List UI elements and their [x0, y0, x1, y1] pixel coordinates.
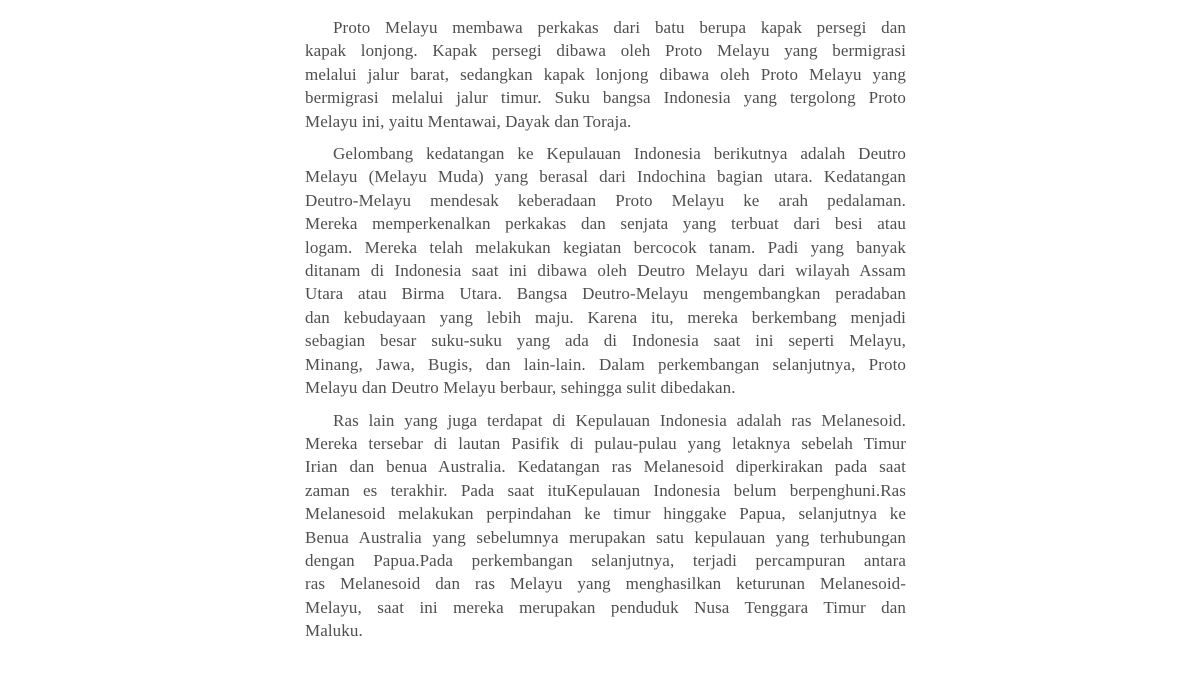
text-line: kapak lonjong. Kapak persegi dibawa oleh Proto Melayu yang bermigrasi [305, 41, 906, 61]
paragraph-proto-melayu [305, 16, 906, 133]
text-line: Melayu ini, yaitu Mentawai, Dayak dan Toraja. [305, 111, 632, 131]
text-line: Irian dan benua Australia. Kedatangan ras Melanesoid diperkirakan pada saat [305, 457, 906, 477]
text-line: Melayu (Melayu Muda) yang berasal dari Indochina bagian utara. Kedatangan [305, 167, 906, 187]
text-line: logam. Mereka telah melakukan kegiatan bercocok tanam. Padi yang banyak [305, 237, 906, 257]
text-line: Ras lain yang juga terdapat di Kepulauan Indonesia adalah ras Melanesoid. [333, 410, 906, 430]
paragraph-deutro-melayu [305, 142, 906, 399]
text-line: ditanam di Indonesia saat ini dibawa oleh Deutro Melayu dari wilayah Assam [305, 261, 906, 281]
text-line: Melayu dan Deutro Melayu berbaur, sehingga sulit dibedakan. [305, 378, 736, 398]
text-line: Mereka tersebar di lautan Pasifik di pulau-pulau yang letaknya sebelah Timur [305, 433, 906, 453]
text-line: Melayu, saat ini mereka merupakan penduduk Nusa Tenggara Timur dan [305, 597, 906, 617]
text-line: Gelombang kedatangan ke Kepulauan Indonesia berikutnya adalah Deutro [333, 144, 906, 164]
text-line: dan kebudayaan yang lebih maju. Karena itu, mereka berkembang menjadi [305, 307, 906, 327]
text-line: zaman es terakhir. Pada saat ituKepulauan Indonesia belum berpenghuni.Ras [305, 480, 906, 500]
text-column [305, 16, 906, 652]
text-line: Utara atau Birma Utara. Bangsa Deutro-Melayu mengembangkan peradaban [305, 284, 906, 304]
text-line: Deutro-Melayu mendesak keberadaan Proto Melayu ke arah pedalaman. [305, 190, 906, 210]
text-line: Melanesoid melakukan perpindahan ke timur hinggake Papua, selanjutnya ke [305, 504, 906, 524]
text-line: sebagian besar suku-suku yang ada di Indonesia saat ini seperti Melayu, [305, 331, 906, 351]
text-line: Minang, Jawa, Bugis, dan lain-lain. Dalam perkembangan selanjutnya, Proto [305, 354, 906, 374]
text-line: melalui jalur barat, sedangkan kapak lonjong dibawa oleh Proto Melayu yang [305, 64, 906, 84]
text-line: Proto Melayu membawa perkakas dari batu berupa kapak persegi dan [333, 18, 906, 37]
text-line: Mereka memperkenalkan perkakas dan senjata yang terbuat dari besi atau [305, 214, 906, 234]
text-line: bermigrasi melalui jalur timur. Suku bangsa Indonesia yang tergolong Proto [305, 88, 906, 108]
text-line: Benua Australia yang sebelumnya merupakan satu kepulauan yang terhubungan [305, 527, 906, 547]
text-line: dengan Papua.Pada perkembangan selanjutnya, terjadi percampuran antara [305, 550, 906, 570]
text-line: Maluku. [305, 621, 363, 641]
paragraph-melanesoid [305, 409, 906, 643]
text-line: ras Melanesoid dan ras Melayu yang menghasilkan keturunan Melanesoid- [305, 574, 906, 594]
